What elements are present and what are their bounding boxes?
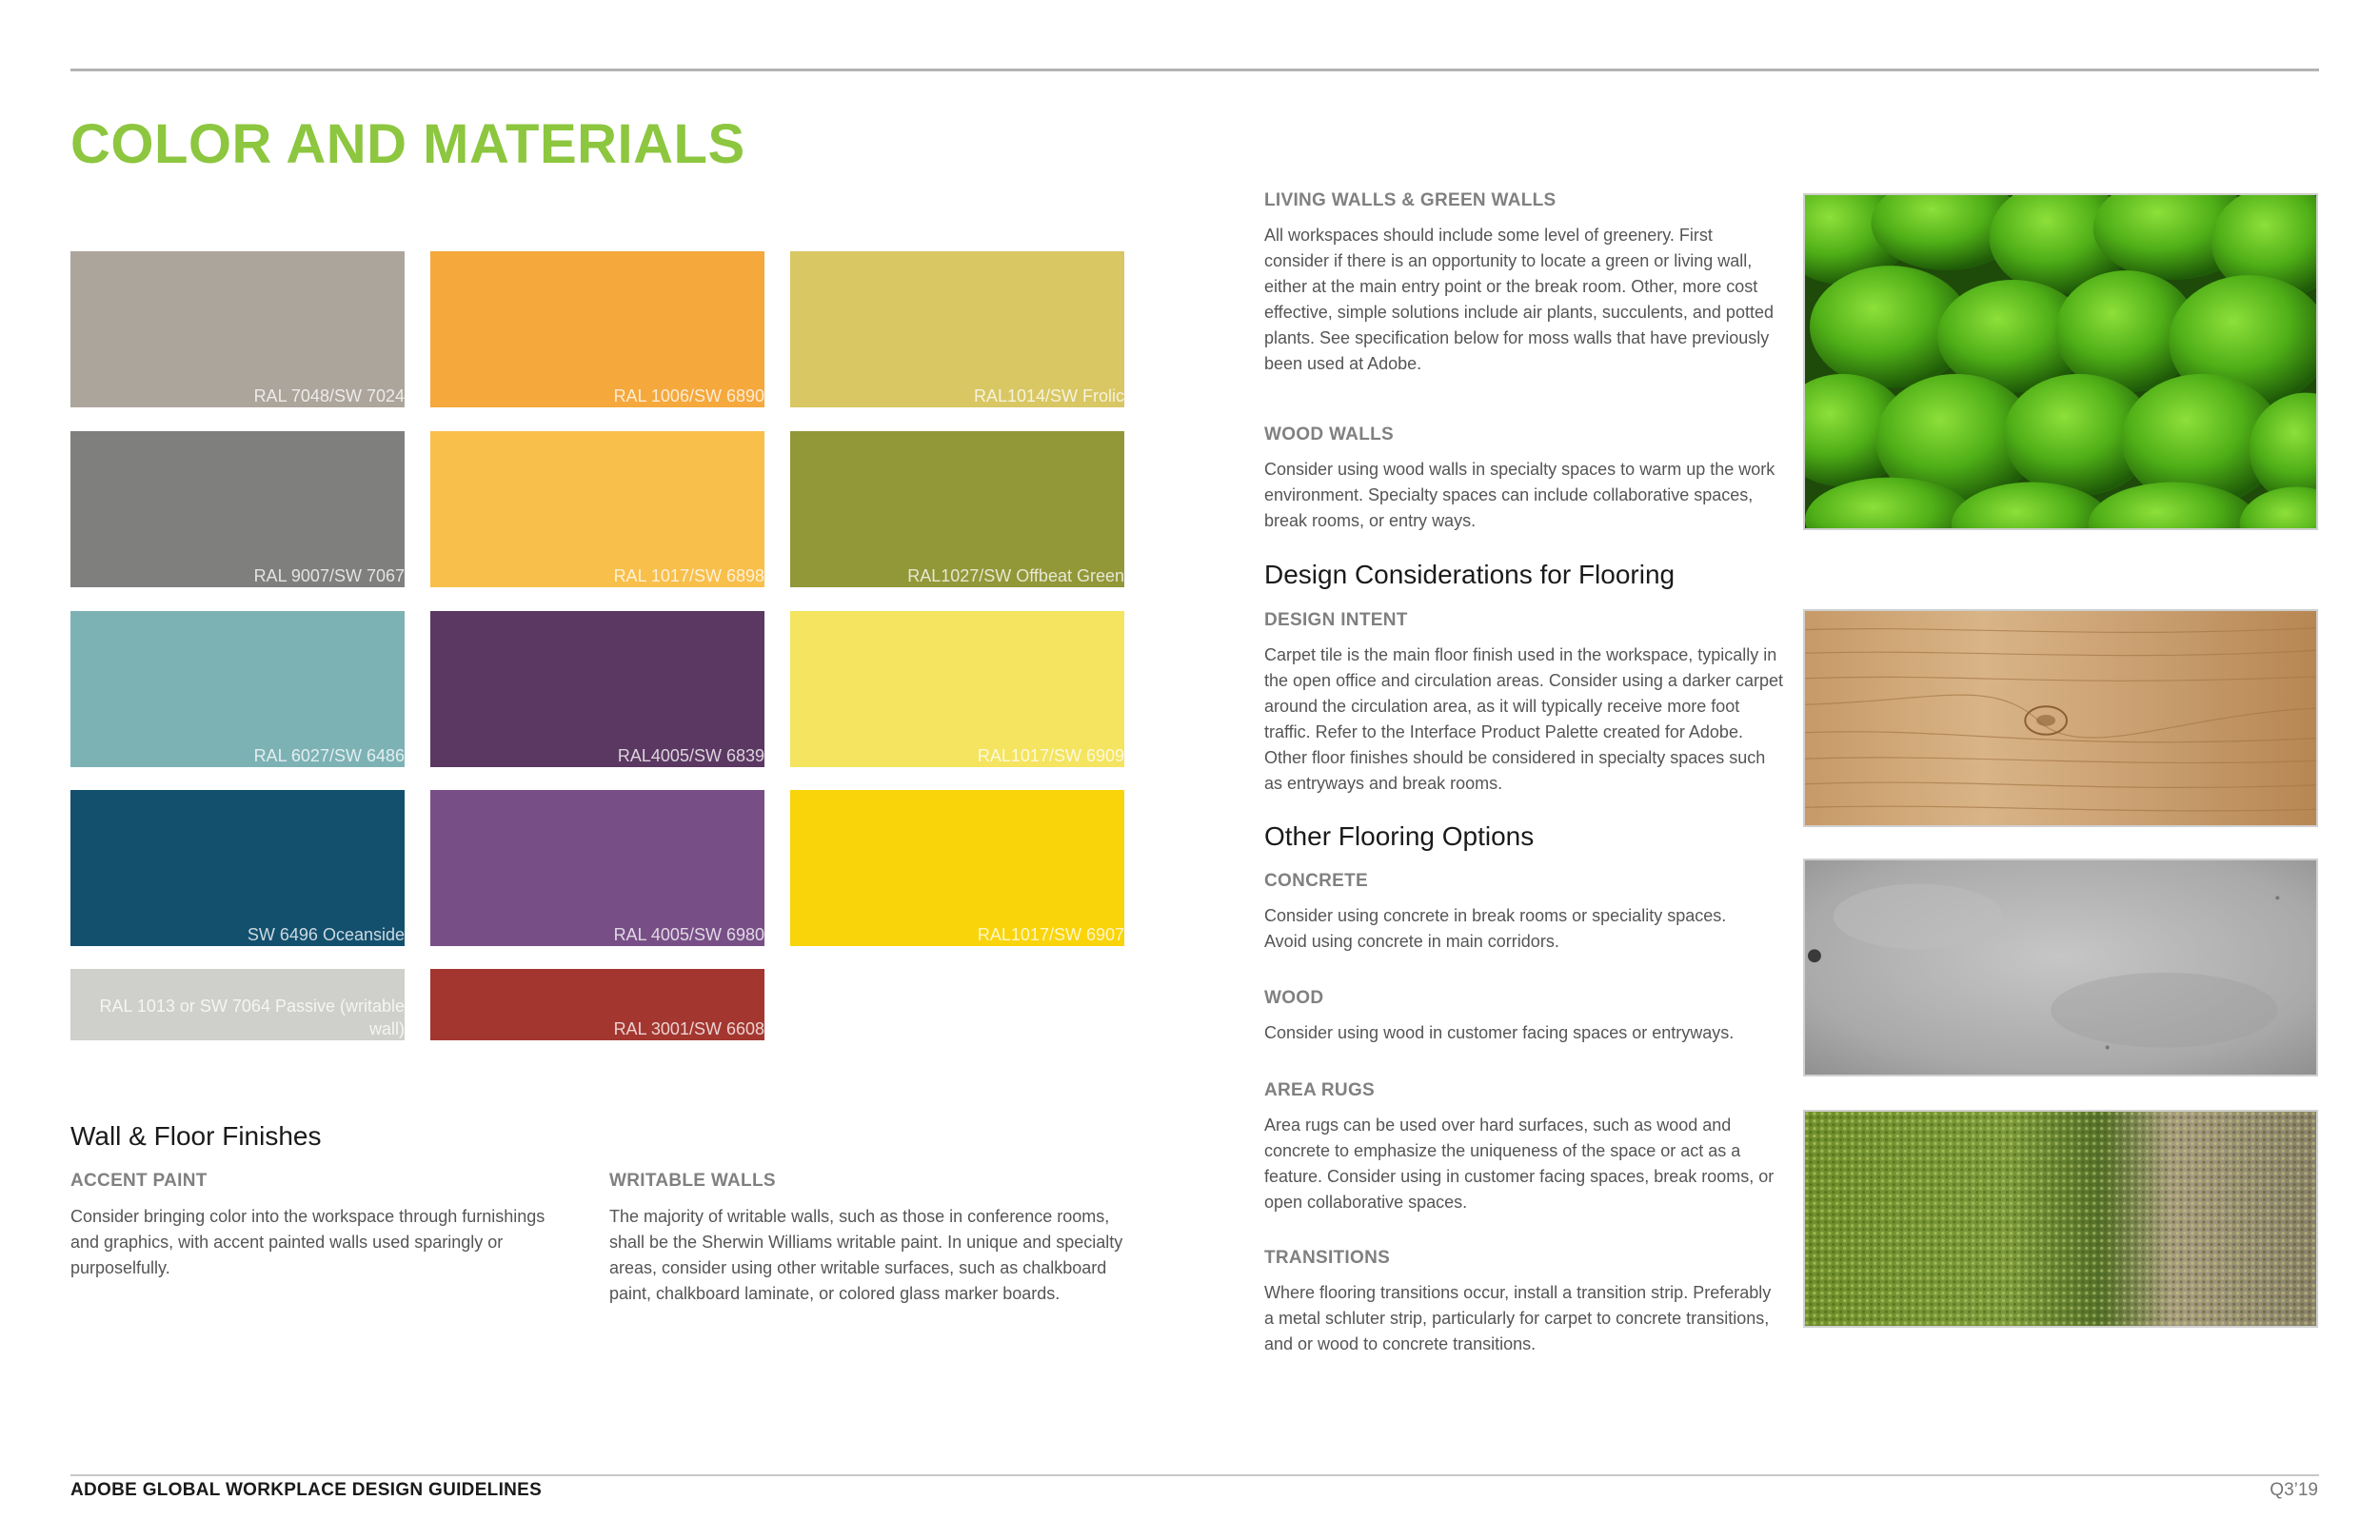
design-intent-body: Carpet tile is the main floor finish used in the workspace, typically in the open office and circulation areas. Consider using a darker carpet around the circulation area, as it will typically receive more foot traffic. Refer to the Interface Product Palette created for Adobe. Other floor finishes should be considered in specialty spaces such as entryways and break rooms. xyxy=(1264,645,1783,793)
color-swatch xyxy=(430,790,764,946)
swatch-label: RAL1017/SW 6909 xyxy=(977,746,1124,765)
design-intent-title: DESIGN INTENT xyxy=(1264,610,1408,630)
footer-document-title: ADOBE GLOBAL WORKPLACE DESIGN GUIDELINES xyxy=(70,1480,543,1500)
wood-body: Consider using wood in customer facing spaces or entryways. xyxy=(1264,1023,1735,1042)
swatch-label: RAL1027/SW Offbeat Green xyxy=(907,566,1124,585)
writable-walls-title: WRITABLE WALLS xyxy=(609,1171,776,1191)
swatch-label: RAL1017/SW 6907 xyxy=(977,925,1124,944)
swatch-label: RAL 3001/SW 6608 xyxy=(613,1019,764,1038)
area-rug-texture-image xyxy=(1803,1110,2318,1328)
wood-walls-title: WOOD WALLS xyxy=(1264,424,1394,444)
swatch-label: RAL 1017/SW 6898 xyxy=(613,566,764,585)
transitions-title: TRANSITIONS xyxy=(1264,1248,1391,1268)
color-swatch xyxy=(790,431,1124,587)
color-swatch xyxy=(430,969,764,1040)
flooring-heading: Design Considerations for Flooring xyxy=(1264,560,1676,589)
swatch-label: RAL4005/SW 6839 xyxy=(617,746,764,765)
wood-texture-image xyxy=(1803,609,2318,827)
swatch-label: RAL 1013 or SW 7064 Passive (writable wall) xyxy=(99,997,405,1038)
page-title: COLOR AND MATERIALS xyxy=(70,113,745,175)
living-walls-title: LIVING WALLS & GREEN WALLS xyxy=(1264,190,1557,210)
concrete-body: Consider using concrete in break rooms or speciality spaces. Avoid using concrete in main corridors. xyxy=(1264,906,1727,951)
writable-walls-body: The majority of writable walls, such as those in conference rooms, shall be the Sherwin Williams writable paint. In unique and specialty areas, consider using other writable surfaces, such as chalkboard paint, chalkboard laminate, or colored glass marker boards. xyxy=(609,1207,1123,1303)
concrete-texture-image xyxy=(1803,859,2318,1076)
swatch-label: RAL1014/SW Frolic xyxy=(973,386,1124,405)
swatch-label: SW 6496 Oceanside xyxy=(247,925,405,944)
moss-wall-image xyxy=(1803,193,2318,530)
top-divider xyxy=(70,69,2319,71)
accent-paint-body: Consider bringing color into the workspace through furnishings and graphics, with accent painted walls used sparingly or purposelfully. xyxy=(70,1207,545,1277)
footer-date: Q3’19 xyxy=(2270,1480,2318,1500)
color-swatch xyxy=(70,790,405,946)
swatch-label: RAL 1006/SW 6890 xyxy=(613,386,764,405)
other-flooring-heading: Other Flooring Options xyxy=(1264,821,1535,851)
color-swatch xyxy=(70,251,405,407)
accent-paint-title: ACCENT PAINT xyxy=(70,1171,208,1191)
swatch-label: RAL 6027/SW 6486 xyxy=(253,746,405,765)
swatch-label: RAL 7048/SW 7024 xyxy=(253,386,405,405)
wood-title: WOOD xyxy=(1264,988,1324,1008)
color-swatch xyxy=(430,611,764,767)
swatch-label: RAL 9007/SW 7067 xyxy=(253,566,405,585)
color-swatch xyxy=(70,969,405,1040)
area-rugs-title: AREA RUGS xyxy=(1264,1080,1376,1100)
color-swatch xyxy=(790,251,1124,407)
wall-floor-heading: Wall & Floor Finishes xyxy=(70,1121,322,1151)
living-walls-body: All workspaces should include some level of greenery. First consider if there is an opportunity to locate a green or living wall, either at the main entry point or the break room. Other, more cost effective, simple solutions include air plants, succulents, and potted plants. See specification below for moss walls that have previously been used at Adobe. xyxy=(1264,226,1774,373)
swatch-label: RAL 4005/SW 6980 xyxy=(613,925,764,944)
color-swatch xyxy=(70,611,405,767)
color-swatch xyxy=(430,431,764,587)
color-swatch xyxy=(430,251,764,407)
color-swatch xyxy=(790,790,1124,946)
color-swatch xyxy=(790,611,1124,767)
footer-divider xyxy=(70,1474,2319,1476)
transitions-body: Where flooring transitions occur, install a transition strip. Preferably a metal schluter strip, particularly for carpet to concrete transitions, and or wood to concrete transitions. xyxy=(1264,1283,1772,1353)
concrete-title: CONCRETE xyxy=(1264,871,1369,891)
area-rugs-body: Area rugs can be used over hard surfaces, such as wood and concrete to emphasize the uniqueness of the space or act as a feature. Consider using in customer facing spaces, break rooms, or open collaborative spaces. xyxy=(1264,1116,1775,1212)
wood-walls-body: Consider using wood walls in specialty spaces to warm up the work environment. Specialty spaces can include collaborative spaces, break rooms, or entry ways. xyxy=(1264,460,1775,530)
color-swatch xyxy=(70,431,405,587)
